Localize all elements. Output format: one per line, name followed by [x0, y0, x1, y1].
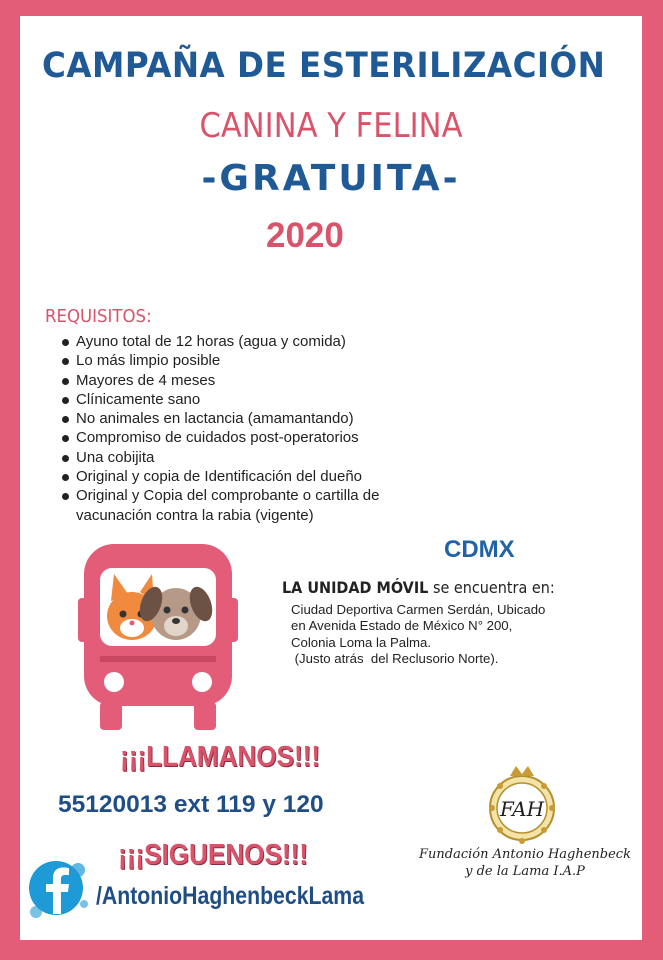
foundation-name-line1: Fundación Antonio Haghenbeck: [419, 847, 631, 862]
mobile-unit-label: LA UNIDAD MÓVIL: [282, 578, 429, 597]
city-label: CDMX: [444, 536, 515, 563]
svg-text:FAH: FAH: [499, 797, 545, 821]
phone-number[interactable]: 55120013 ext 119 y 120: [58, 791, 324, 818]
foundation-seal-logo: [486, 764, 558, 846]
campaign-title: CAMPAÑA DE ESTERILIZACIÓN: [42, 46, 606, 86]
requirement-item: Lo más limpio posible: [60, 351, 440, 370]
call-heading: ¡¡¡LLAMANOS!!!: [120, 741, 321, 773]
campaign-subtitle: CANINA Y FELINA: [199, 106, 463, 146]
campaign-year: 2020: [266, 216, 344, 255]
foundation-name: [410, 846, 640, 880]
requirement-item: Ayuno total de 12 horas (agua y comida): [60, 332, 440, 351]
requirement-item: Una cobijita: [60, 448, 440, 467]
mobile-unit-address: [291, 602, 581, 667]
facebook-handle[interactable]: /AntonioHaghenbeckLama: [96, 882, 365, 910]
poster: [20, 16, 642, 940]
requirements-title: REQUISITOS:: [45, 306, 152, 327]
address-line: en Avenida Estado de México N° 200,: [291, 618, 513, 634]
requirements-list: [60, 332, 440, 525]
foundation-name-line2: y de la Lama I.A.P: [465, 864, 585, 879]
address-line: Colonia Loma la Palma.: [291, 634, 432, 650]
requirement-item: No animales en lactancia (amamantando): [60, 409, 440, 428]
requirement-item: Clínicamente sano: [60, 390, 440, 409]
requirement-item: Original y Copia del comprobante o cartilla de vacunación contra la rabia (vigente): [60, 486, 440, 525]
requirement-item: Original y copia de Identificación del dueño: [60, 467, 440, 486]
requirement-item: Mayores de 4 meses: [60, 371, 440, 390]
mobile-unit-heading: [282, 578, 555, 597]
campaign-free-label: -GRATUITA-: [201, 158, 461, 199]
address-line: (Justo atrás del Reclusorio Norte).: [291, 650, 499, 666]
follow-heading: ¡¡¡SIGUENOS!!!: [118, 839, 308, 871]
address-line: Ciudad Deportiva Carmen Serdán, Ubicado: [291, 602, 546, 617]
mobile-unit-suffix: se encuentra en:: [428, 578, 555, 597]
facebook-icon[interactable]: [26, 852, 96, 922]
requirement-item: Compromiso de cuidados post-operatorios: [60, 428, 440, 447]
bus-with-pets-icon: [78, 544, 238, 730]
